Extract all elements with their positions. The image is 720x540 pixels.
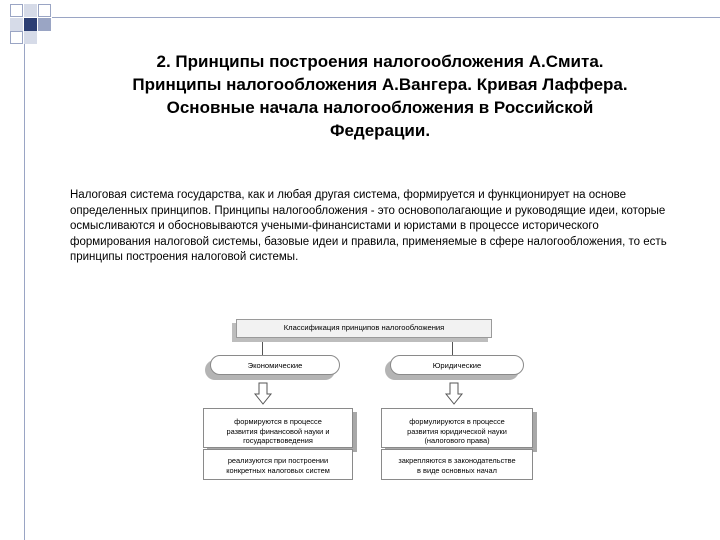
down-arrow-left-icon bbox=[255, 383, 271, 405]
corner-square-5 bbox=[24, 18, 37, 31]
corner-square-1 bbox=[10, 4, 23, 17]
economic-principles-pill: Экономические bbox=[210, 355, 340, 375]
corner-square-7 bbox=[10, 31, 23, 44]
title-line-4: Федерации. bbox=[329, 121, 431, 140]
economic-realized-box bbox=[203, 449, 353, 480]
connector-right bbox=[452, 342, 453, 356]
corner-square-3 bbox=[38, 4, 51, 17]
corner-square-2 bbox=[24, 4, 37, 17]
legal-formed-box bbox=[381, 408, 533, 448]
title-line-1: 2. Принципы построения налогообложения А.Смита. bbox=[156, 52, 604, 71]
legal-realized-line-1: закрепляются в законодательстве bbox=[398, 456, 516, 465]
intro-paragraph: Налоговая система государства, как и любая другая система, формируется и функционирует на основе определенных принципов. Принципы налогообложения - это основополагающие и руководящие идеи, которые осмысливаются и обосновываются учеными-финансистами и юристами в процессе исторического формирования налоговой системы, базовые идеи и правила, применяемые в сфере налогообложения, то есть принципы построения налоговой системы. bbox=[70, 189, 667, 264]
legal-formed-line-2: развития юридической науки bbox=[407, 426, 507, 436]
legal-principles-pill: Юридические bbox=[390, 355, 524, 375]
economic-formed-line-1: формируются в процессе bbox=[234, 417, 322, 426]
title-line-3: Основные начала налогообложения в Российской bbox=[166, 98, 594, 117]
connector-left bbox=[262, 342, 263, 356]
slide-title bbox=[60, 50, 700, 142]
left-rule bbox=[24, 44, 25, 540]
corner-square-6 bbox=[38, 18, 51, 31]
legal-formed-line-3: (налогового права) bbox=[424, 436, 490, 445]
corner-square-4 bbox=[10, 18, 23, 31]
top-rule bbox=[52, 17, 720, 18]
legal-realized-line-2: в виде основных начал bbox=[417, 465, 497, 475]
economic-realized-line-2: конкретных налоговых систем bbox=[226, 465, 330, 475]
corner-square-8 bbox=[24, 31, 37, 44]
down-arrow-right-icon bbox=[446, 383, 462, 405]
economic-formed-line-2: развития финансовой науки и bbox=[226, 426, 330, 436]
economic-formed-line-3: государствоведения bbox=[243, 436, 313, 445]
classification-header-box: Классификация принципов налогообложения bbox=[236, 319, 492, 338]
legal-formed-line-1: формулируются в процессе bbox=[409, 417, 505, 426]
legal-realized-box bbox=[381, 449, 533, 480]
economic-realized-line-1: реализуются при построении bbox=[227, 456, 329, 465]
title-line-2: Принципы налогообложения А.Вангера. Кривая Лаффера. bbox=[132, 75, 628, 94]
economic-formed-box bbox=[203, 408, 353, 448]
